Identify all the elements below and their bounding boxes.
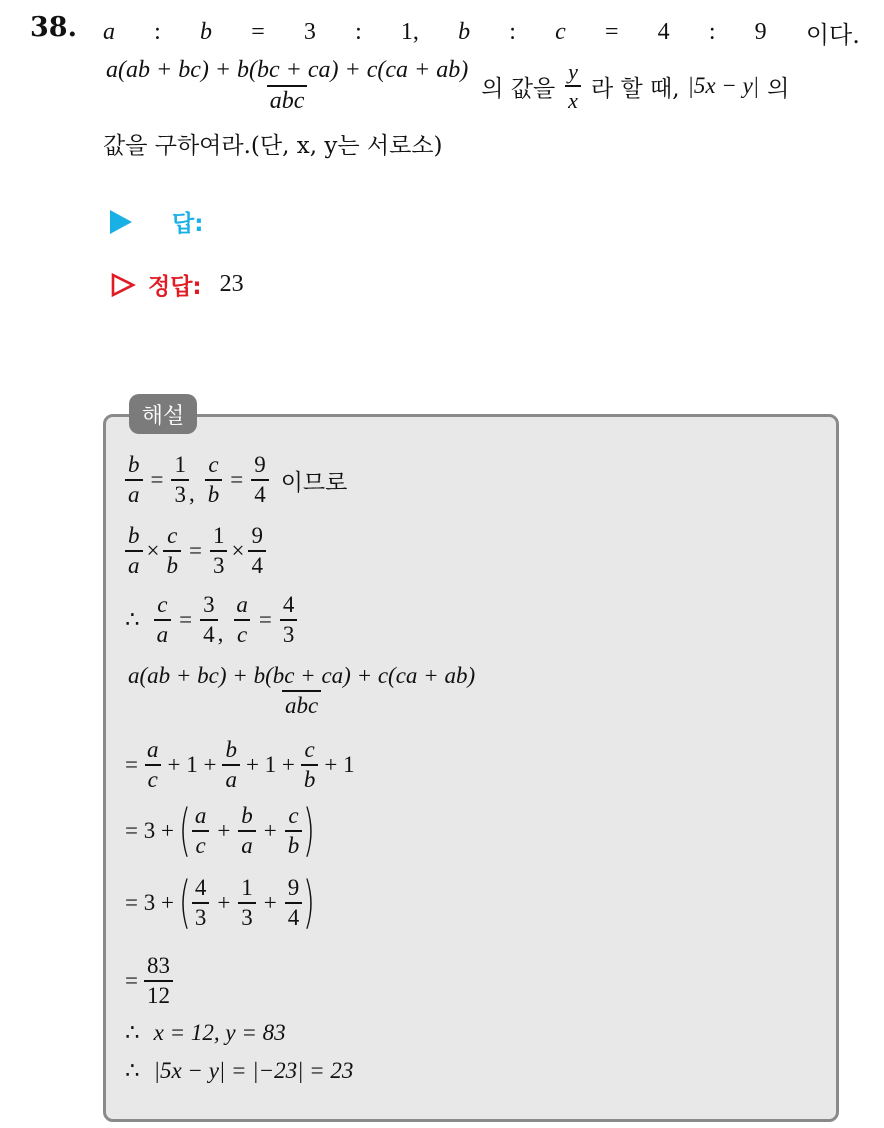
operator: = bbox=[150, 467, 164, 493]
numerator: c bbox=[167, 523, 178, 548]
ratio-token: : bbox=[708, 19, 716, 45]
fraction bbox=[144, 954, 173, 1008]
correct-answer-value: 23 bbox=[219, 271, 244, 297]
numerator: 4 bbox=[282, 592, 295, 617]
therefore-symbol: ∴ bbox=[125, 1020, 140, 1046]
denominator: c bbox=[234, 619, 250, 647]
denominator: 12 bbox=[144, 980, 173, 1008]
denominator: a bbox=[154, 619, 172, 647]
fraction bbox=[248, 524, 266, 578]
operator: + bbox=[217, 818, 231, 843]
operator: = bbox=[258, 607, 272, 633]
fraction bbox=[222, 738, 240, 792]
ratio-token: 3 bbox=[303, 19, 316, 45]
fraction-numerator: y bbox=[568, 59, 578, 85]
expression-part: + 1 bbox=[324, 752, 355, 778]
solution-line-3 bbox=[125, 593, 297, 647]
operator: + bbox=[263, 890, 277, 915]
solution-line-10 bbox=[125, 1058, 353, 1084]
solution-line-5 bbox=[125, 738, 355, 792]
ratio-token: c bbox=[555, 19, 566, 45]
denominator: 3 bbox=[171, 479, 189, 507]
answer-row bbox=[110, 205, 203, 238]
ratio-token: = bbox=[251, 19, 265, 45]
solution-line-7 bbox=[125, 870, 316, 935]
denominator: a bbox=[125, 479, 143, 507]
denominator: a bbox=[238, 830, 256, 858]
numerator: 1 bbox=[212, 523, 225, 548]
ratio-token: : bbox=[154, 19, 161, 45]
solution-line-9 bbox=[125, 1020, 286, 1046]
numerator: 4 bbox=[194, 874, 207, 900]
ratio-token: : bbox=[509, 19, 516, 45]
operator: = bbox=[125, 752, 138, 778]
question-instruction: 값을 구하여라.(단, x, y는 서로소) bbox=[103, 133, 443, 159]
fraction bbox=[205, 453, 223, 507]
ratio-token: 9 bbox=[754, 19, 767, 45]
right-paren: ) bbox=[303, 798, 316, 863]
therefore-symbol: ∴ bbox=[125, 1058, 140, 1084]
solution-line-2 bbox=[125, 524, 266, 578]
therefore-symbol: ∴ bbox=[125, 607, 140, 634]
numerator: 83 bbox=[146, 953, 170, 978]
play-icon bbox=[110, 210, 132, 234]
denominator: 3 bbox=[238, 902, 256, 930]
operator: × bbox=[231, 538, 245, 564]
operator: = bbox=[179, 607, 193, 633]
numerator: 9 bbox=[251, 523, 263, 548]
fraction-denominator: x bbox=[565, 85, 581, 112]
denominator: b bbox=[205, 479, 223, 507]
fraction bbox=[154, 593, 172, 647]
denominator: 3 bbox=[192, 902, 210, 930]
numerator: 3 bbox=[203, 592, 215, 617]
fraction bbox=[125, 524, 143, 578]
fraction bbox=[125, 453, 143, 507]
denominator: 3 bbox=[210, 550, 228, 578]
left-paren: ( bbox=[178, 798, 191, 863]
numerator: c bbox=[208, 452, 219, 477]
fraction bbox=[144, 738, 162, 792]
fraction bbox=[285, 804, 303, 858]
fraction bbox=[301, 738, 319, 792]
numerator: c bbox=[288, 802, 299, 828]
abs-expression: |5x − y| bbox=[687, 73, 760, 99]
ratio-token: 이다. bbox=[805, 21, 860, 49]
denominator: b bbox=[301, 764, 319, 792]
expression-part: = 3 + bbox=[125, 818, 174, 843]
operator: + bbox=[217, 890, 231, 915]
fraction bbox=[280, 593, 298, 647]
fraction bbox=[163, 524, 181, 578]
fraction bbox=[171, 453, 189, 507]
fraction bbox=[251, 453, 269, 507]
numerator: c bbox=[157, 592, 168, 617]
expression-fraction bbox=[125, 664, 478, 718]
numerator: 9 bbox=[254, 452, 266, 477]
correct-answer-label: 정답: bbox=[148, 274, 202, 300]
denominator: b bbox=[163, 550, 181, 578]
numerator: a(ab + bc) + b(bc + ca) + c(ca + ab) bbox=[128, 663, 476, 688]
denominator: 3 bbox=[280, 619, 298, 647]
correct-answer-row bbox=[110, 268, 244, 301]
ratio-token: 4 bbox=[657, 19, 670, 45]
left-paren: ( bbox=[178, 870, 191, 935]
question-text: 라 할 때, bbox=[590, 75, 680, 102]
operator: = bbox=[125, 968, 138, 994]
solution-result: x = 12, y = 83 bbox=[153, 1020, 286, 1045]
ratio-token: b bbox=[458, 19, 471, 45]
numerator: 1 bbox=[174, 452, 186, 477]
numerator: b bbox=[225, 737, 237, 762]
fraction bbox=[200, 593, 218, 647]
solution-text: 이므로 bbox=[280, 469, 348, 496]
denominator: a bbox=[125, 550, 143, 578]
y-over-x-fraction bbox=[565, 60, 581, 112]
fraction-denominator: abc bbox=[267, 85, 308, 114]
denominator: a bbox=[222, 764, 240, 792]
ratio-token: 1, bbox=[400, 19, 419, 45]
question-text: 의 bbox=[767, 75, 790, 102]
fraction-numerator: a(ab + bc) + b(bc + ca) + c(ca + ab) bbox=[106, 57, 469, 83]
numerator: a bbox=[194, 802, 207, 828]
solution-line-8 bbox=[125, 954, 173, 1008]
operator: = bbox=[188, 538, 202, 564]
denominator: 4 bbox=[251, 479, 269, 507]
question-number: 38. bbox=[30, 12, 77, 43]
denominator: b bbox=[285, 830, 303, 858]
fraction bbox=[238, 804, 256, 858]
question-ratio-line bbox=[103, 15, 860, 50]
play-outline-icon bbox=[110, 272, 136, 298]
denominator: abc bbox=[282, 690, 321, 718]
ratio-token: a bbox=[103, 19, 115, 45]
expression-part: + 1 + bbox=[245, 752, 295, 778]
solution-line-1 bbox=[125, 453, 347, 507]
fraction bbox=[233, 593, 251, 647]
numerator: 1 bbox=[241, 874, 253, 900]
comma: , bbox=[188, 481, 195, 507]
expression-part: = 3 + bbox=[125, 890, 174, 915]
operator: = bbox=[230, 467, 244, 493]
numerator: a bbox=[146, 737, 159, 762]
fraction bbox=[192, 804, 210, 858]
question-text: 의 값을 bbox=[481, 75, 556, 102]
right-paren: ) bbox=[303, 870, 316, 935]
fraction bbox=[285, 876, 303, 930]
ratio-token: : bbox=[355, 19, 362, 45]
denominator: c bbox=[192, 830, 208, 858]
comma: , bbox=[217, 621, 224, 647]
numerator: b bbox=[128, 523, 140, 548]
fraction bbox=[238, 876, 256, 930]
numerator: b bbox=[128, 452, 140, 477]
fraction bbox=[210, 524, 228, 578]
solution-line-6 bbox=[125, 798, 316, 863]
question-expression-line bbox=[103, 58, 789, 114]
fraction bbox=[192, 876, 210, 930]
expression-part: + 1 + bbox=[167, 752, 217, 778]
denominator: 4 bbox=[200, 619, 218, 647]
numerator: b bbox=[241, 802, 253, 828]
question-expression-fraction bbox=[103, 58, 471, 114]
solution-final: |5x − y| = |−23| = 23 bbox=[153, 1058, 354, 1083]
operator: + bbox=[263, 818, 277, 843]
solution-tab: 해설 bbox=[129, 394, 197, 434]
numerator: 9 bbox=[287, 874, 300, 900]
answer-label: 답: bbox=[172, 211, 204, 237]
numerator: a bbox=[236, 592, 248, 617]
solution-line-4 bbox=[125, 664, 478, 718]
ratio-token: b bbox=[200, 19, 213, 45]
ratio-token: = bbox=[604, 19, 619, 45]
denominator: 4 bbox=[285, 902, 303, 930]
numerator: c bbox=[304, 737, 315, 762]
denominator: 4 bbox=[248, 550, 266, 578]
denominator: c bbox=[145, 764, 161, 792]
operator: × bbox=[146, 538, 160, 564]
